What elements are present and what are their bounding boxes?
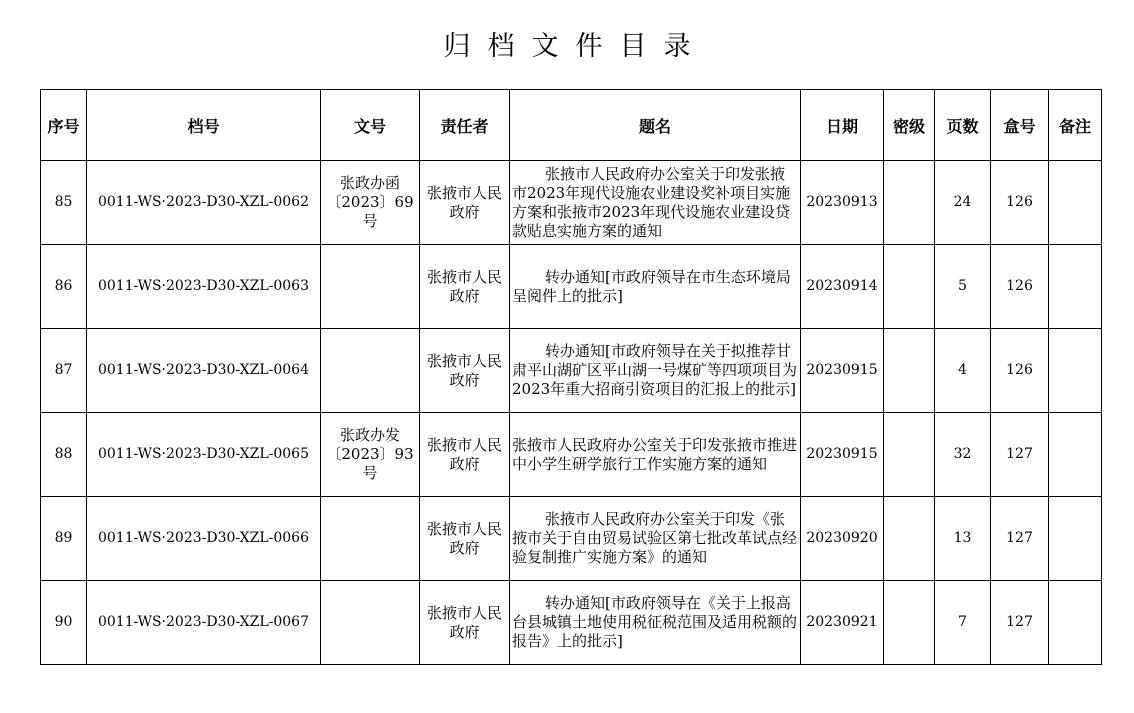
table-row	[41, 413, 1102, 497]
cell-box: 126	[991, 161, 1049, 245]
cell-responsible: 张掖市人民政府	[420, 497, 510, 581]
cell-seq: 87	[41, 329, 87, 413]
cell-box: 127	[991, 413, 1049, 497]
cell-responsible: 张掖市人民政府	[420, 581, 510, 665]
cell-archive-no: 0011-WS·2023-D30-XZL-0065	[87, 413, 321, 497]
header-doc-no: 文号	[321, 90, 420, 161]
cell-box: 126	[991, 245, 1049, 329]
cell-box: 127	[991, 497, 1049, 581]
cell-date: 20230915	[801, 413, 884, 497]
cell-box: 126	[991, 329, 1049, 413]
header-responsible: 责任者	[420, 90, 510, 161]
cell-remarks	[1049, 581, 1102, 665]
cell-box: 127	[991, 581, 1049, 665]
cell-secrecy	[884, 245, 935, 329]
archive-catalog-table	[40, 89, 1102, 665]
cell-seq: 88	[41, 413, 87, 497]
cell-seq: 85	[41, 161, 87, 245]
cell-pages: 32	[935, 413, 991, 497]
header-pages: 页数	[935, 90, 991, 161]
cell-date: 20230913	[801, 161, 884, 245]
cell-doc-no	[321, 581, 420, 665]
cell-secrecy	[884, 161, 935, 245]
cell-pages: 13	[935, 497, 991, 581]
table-row	[41, 329, 1102, 413]
cell-remarks	[1049, 497, 1102, 581]
cell-secrecy	[884, 413, 935, 497]
cell-archive-no: 0011-WS·2023-D30-XZL-0063	[87, 245, 321, 329]
cell-secrecy	[884, 497, 935, 581]
cell-remarks	[1049, 329, 1102, 413]
cell-subject	[510, 497, 801, 581]
cell-subject	[510, 329, 801, 413]
header-box: 盒号	[991, 90, 1049, 161]
cell-subject	[510, 581, 801, 665]
table-row	[41, 581, 1102, 665]
cell-remarks	[1049, 245, 1102, 329]
cell-pages: 7	[935, 581, 991, 665]
cell-date: 20230915	[801, 329, 884, 413]
subject-text: 张掖市人民政府办公室关于印发张掖市推进中小学生研学旅行工作实施方案的通知	[512, 435, 798, 473]
cell-doc-no	[321, 245, 420, 329]
cell-archive-no: 0011-WS·2023-D30-XZL-0064	[87, 329, 321, 413]
subject-text: 转办通知[市政府领导在市生态环境局呈阅件上的批示]	[512, 267, 791, 305]
cell-subject	[510, 413, 801, 497]
cell-doc-no	[321, 497, 420, 581]
cell-responsible: 张掖市人民政府	[420, 161, 510, 245]
cell-secrecy	[884, 329, 935, 413]
table-row	[41, 161, 1102, 245]
cell-date: 20230920	[801, 497, 884, 581]
table-row	[41, 497, 1102, 581]
cell-responsible: 张掖市人民政府	[420, 413, 510, 497]
subject-text: 张掖市人民政府办公室关于印发张掖市2023年现代设施农业建设奖补项目实施方案和张掖市2023年现代设施农业建设贷款贴息实施方案的通知	[512, 164, 791, 240]
subject-text: 转办通知[市政府领导在关于拟推荐甘肃平山湖矿区平山湖一号煤矿等四项项目为2023年重大招商引资项目的汇报上的批示]	[512, 342, 798, 398]
cell-remarks	[1049, 161, 1102, 245]
table-header-row	[41, 90, 1102, 161]
header-date: 日期	[801, 90, 884, 161]
cell-pages: 5	[935, 245, 991, 329]
cell-seq: 86	[41, 245, 87, 329]
cell-seq: 90	[41, 581, 87, 665]
subject-text: 转办通知[市政府领导在《关于上报高台县城镇土地使用税征税范围及适用税额的报告》上的批示]	[512, 594, 798, 650]
cell-archive-no: 0011-WS·2023-D30-XZL-0067	[87, 581, 321, 665]
header-archive-no: 档号	[87, 90, 321, 161]
header-seq: 序号	[41, 90, 87, 161]
header-secrecy: 密级	[884, 90, 935, 161]
cell-doc-no: 张政办函〔2023〕69号	[321, 161, 420, 245]
cell-archive-no: 0011-WS·2023-D30-XZL-0066	[87, 497, 321, 581]
table-row	[41, 245, 1102, 329]
page-title: 归档文件目录	[443, 31, 708, 62]
cell-secrecy	[884, 581, 935, 665]
cell-seq: 89	[41, 497, 87, 581]
cell-responsible: 张掖市人民政府	[420, 329, 510, 413]
cell-archive-no: 0011-WS·2023-D30-XZL-0062	[87, 161, 321, 245]
cell-date: 20230921	[801, 581, 884, 665]
subject-text: 张掖市人民政府办公室关于印发《张掖市关于自由贸易试验区第七批改革试点经验复制推广实施方案》的通知	[512, 510, 798, 566]
cell-pages: 4	[935, 329, 991, 413]
cell-responsible: 张掖市人民政府	[420, 245, 510, 329]
cell-remarks	[1049, 413, 1102, 497]
header-subject: 题名	[510, 90, 801, 161]
cell-subject	[510, 161, 801, 245]
cell-doc-no: 张政办发〔2023〕93号	[321, 413, 420, 497]
cell-subject	[510, 245, 801, 329]
header-remarks: 备注	[1049, 90, 1102, 161]
cell-pages: 24	[935, 161, 991, 245]
cell-doc-no	[321, 329, 420, 413]
cell-date: 20230914	[801, 245, 884, 329]
